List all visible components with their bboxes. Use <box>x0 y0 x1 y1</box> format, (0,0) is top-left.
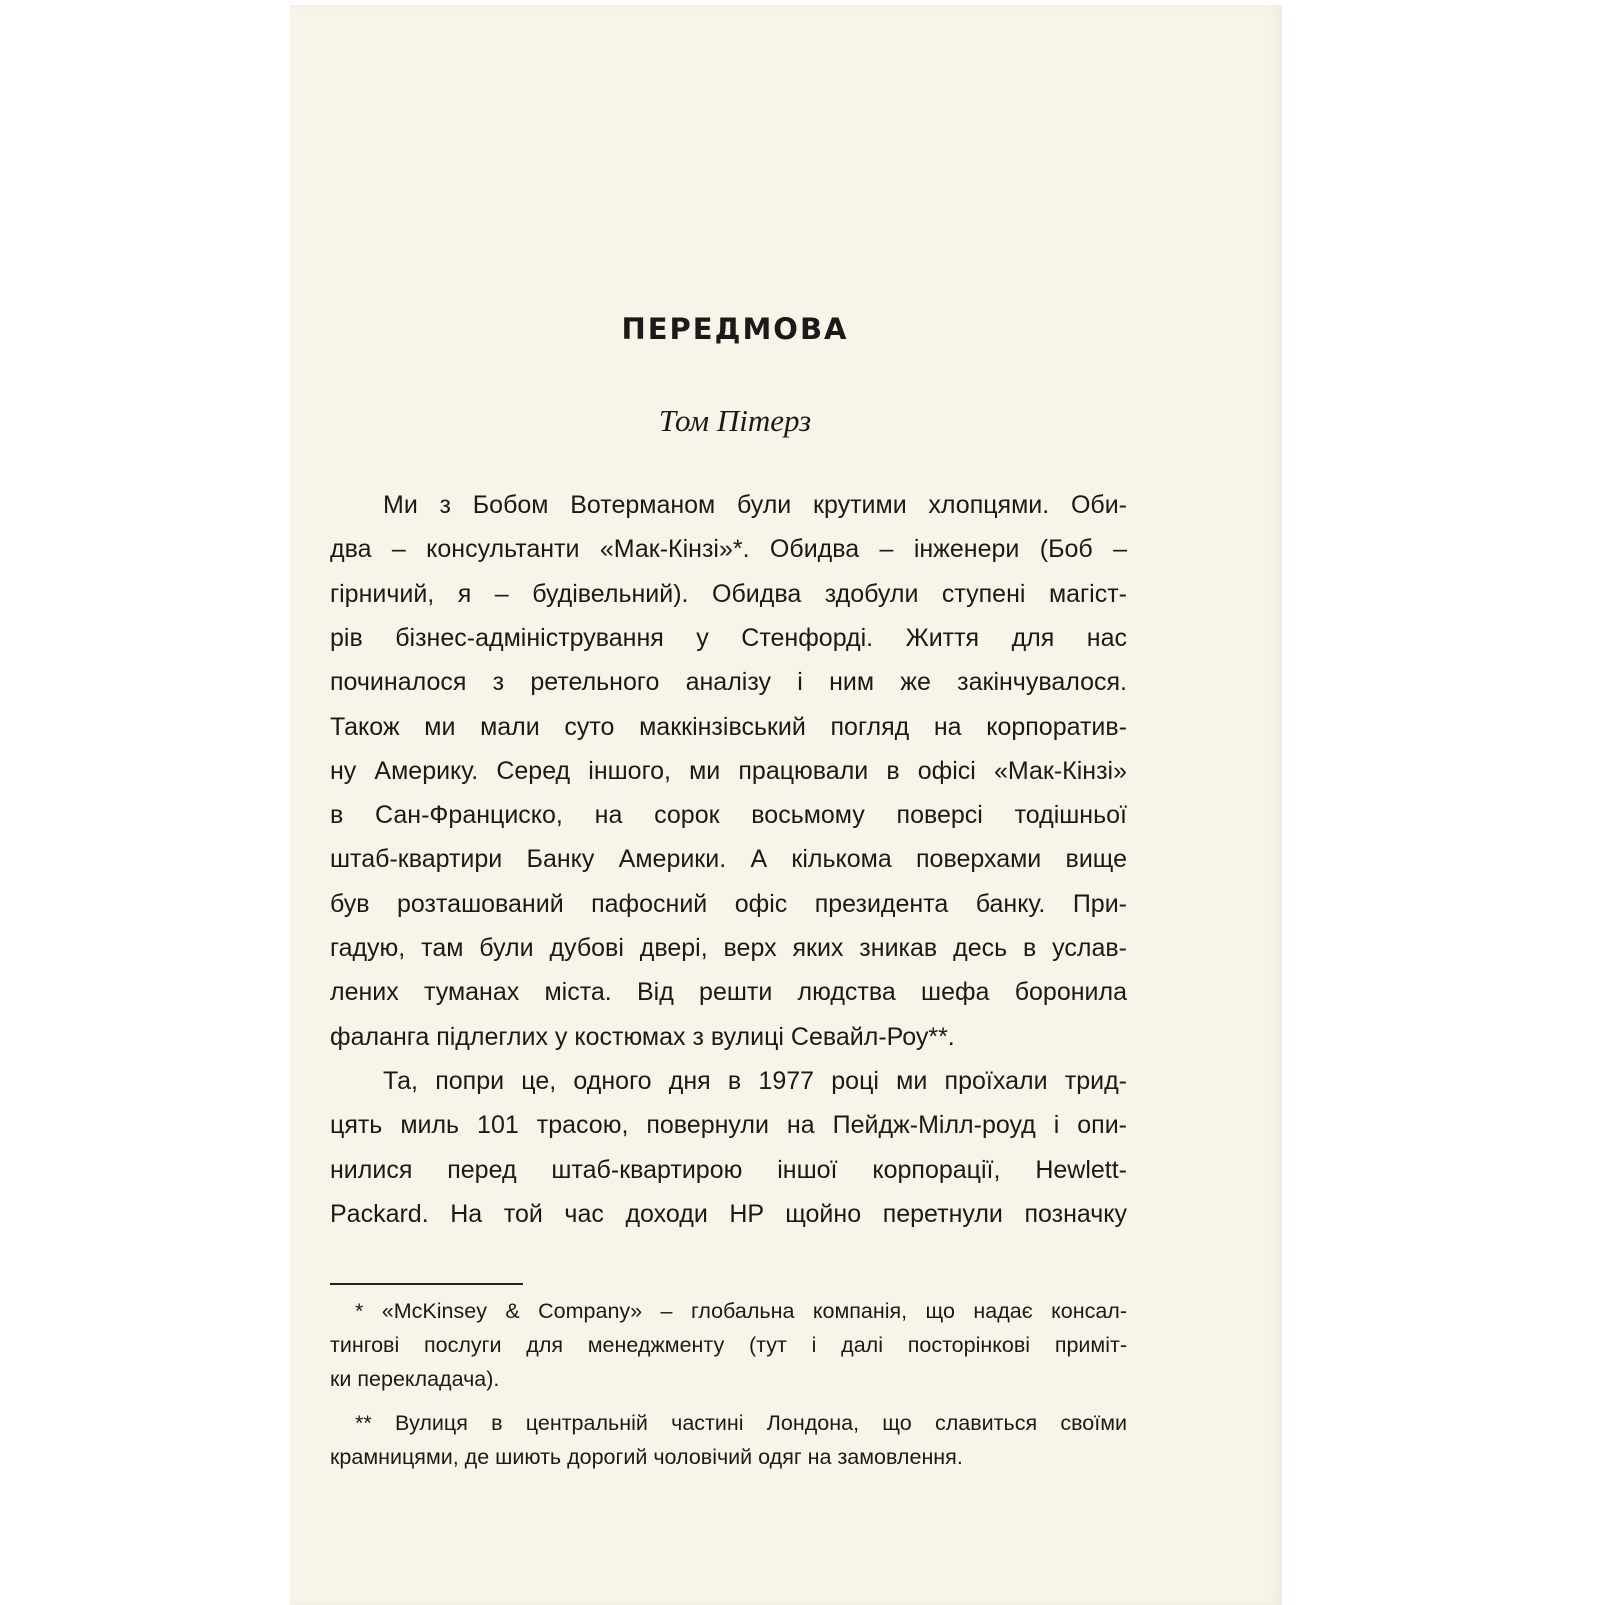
text-line: два – консультанти «Мак-Кінзі»*. Обидва – інженери (Боб – <box>330 535 1127 564</box>
text-line: Packard. На той час доходи HP щойно перетнули позначку <box>330 1199 1127 1228</box>
text-line: гірничий, я – будівельний). Обидва здобули ступені магіст- <box>330 579 1127 608</box>
text-line: нилися перед штаб-квартирою іншої корпорації, Hewlett- <box>330 1155 1127 1184</box>
text-line: починалося з ретельного аналізу і ним же закінчувалося. <box>330 668 1127 697</box>
footnote-line: крамницями, де шиють дорогий чоловічий одяг на замовлення. <box>330 1445 963 1469</box>
text-line: Також ми мали суто маккінзівський погляд на корпоратив- <box>330 712 1127 741</box>
footnote-line: * «McKinsey & Company» – глобальна компанія, що надає консал- <box>355 1299 1127 1323</box>
text-line: рів бізнес-адміністрування у Стенфорді. Життя для нас <box>330 623 1127 652</box>
text-line: Ми з Бобом Вотерманом були крутими хлопцями. Оби- <box>383 491 1127 519</box>
chapter-title: ПЕРЕДМОВА <box>621 312 849 346</box>
text-line: лених туманах міста. Від решти людства шефа боронила <box>330 978 1127 1007</box>
text-line: гадую, там були дубові двері, верх яких зникав десь в услав- <box>330 934 1127 962</box>
text-line: в Сан-Франциско, на сорок восьмому поверсі тодішньої <box>330 801 1127 830</box>
chapter-author: Том Пітерз <box>658 403 812 438</box>
text-line: цять миль 101 трасою, повернули на Пейдж-Мілл-роуд і опи- <box>330 1111 1127 1140</box>
footnote-line: ки перекладача). <box>330 1367 500 1391</box>
text-line: штаб-квартири Банку Америки. А кількома поверхами вище <box>330 845 1127 874</box>
footnote-divider <box>330 1283 523 1285</box>
footnote-line: ** Вулиця в центральній частині Лондона, що славиться своїми <box>355 1411 1127 1435</box>
text-line: був розташований пафосний офіс президента банку. При- <box>330 889 1127 918</box>
text-line: Та, попри це, одного дня в 1977 році ми проїхали трид- <box>383 1066 1127 1095</box>
text-line: ну Америку. Серед іншого, ми працювали в офісі «Мак-Кінзі» <box>330 756 1127 785</box>
footnote-line: тингові послуги для менеджменту (тут і далі посторінкові приміт- <box>330 1333 1127 1357</box>
text-line: фаланга підлеглих у костюмах з вулиці Севайл-Роу**. <box>330 1022 955 1051</box>
